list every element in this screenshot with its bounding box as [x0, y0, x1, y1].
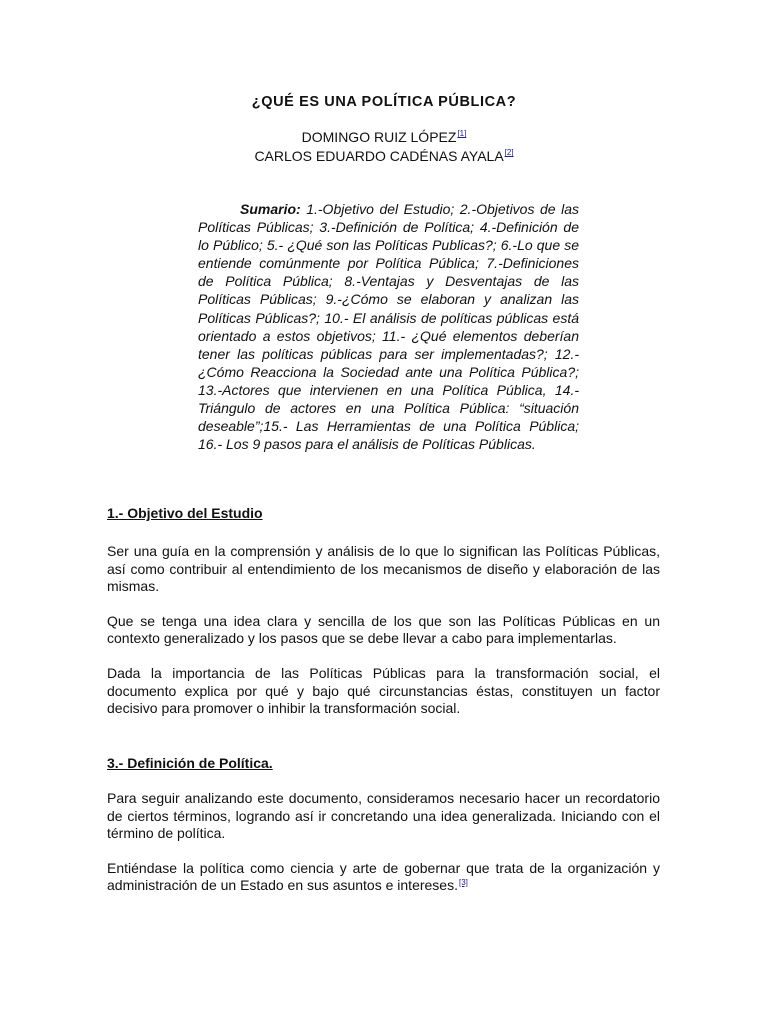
author-line	[0, 147, 768, 166]
paragraph: Que se tenga una idea clara y sencilla de los que son las Políticas Públicas en un contexto generalizado y los pasos que se debe llevar a cabo para implementarlas.	[107, 612, 660, 647]
author-line	[0, 128, 768, 147]
section-definicion-politica	[107, 754, 660, 895]
section-heading: 3.- Definición de Política.	[107, 755, 273, 771]
paragraph	[107, 860, 660, 895]
paragraph-text: Entiéndase la política como ciencia y arte de gobernar que trata de la organización y administración de un Estado en sus asuntos e intereses.	[107, 859, 660, 894]
section-objetivo	[107, 504, 660, 718]
summary-block	[198, 200, 579, 453]
document-title: ¿QUÉ ES UNA POLÍTICA PÚBLICA?	[251, 94, 517, 110]
footnote-link[interactable]: [2]	[504, 148, 514, 158]
summary-label: Sumario:	[240, 201, 301, 217]
paragraph: Dada la importancia de las Políticas Públicas para la transformación social, el documento explica por qué y bajo qué circunstancias éstas, constituyen un factor decisivo para promover o inhibir la transformación social.	[107, 664, 660, 717]
footnote-link[interactable]: [3]	[458, 877, 468, 887]
author-name: CARLOS EDUARDO CADÉNAS AYALA	[254, 148, 504, 164]
paragraph: Para seguir analizando este documento, consideramos necesario hacer un recordatorio de ciertos términos, logrando así ir concretando una idea generalizada. Iniciando con el término de política.	[107, 790, 660, 842]
paragraph: Ser una guía en la comprensión y análisis de lo que lo significan las Políticas Públicas, así como contribuir al entendimiento de los mecanismos de diseño y elaboración de las mismas.	[107, 543, 660, 595]
footnote-link[interactable]: [1]	[457, 129, 467, 139]
authors-block	[0, 128, 768, 166]
section-heading: 1.- Objetivo del Estudio	[107, 505, 263, 521]
summary-text: 1.-Objetivo del Estudio; 2.-Objetivos de las Políticas Públicas; 3.-Definición de Política; 4.-Definición de lo Público; 5.- ¿Qué son las Políticas Publicas?; 6.-Lo que se entiende comúnmente por Política Pública; 7.-Definiciones de Política Pública; 8.-Ventajas y Desventajas de las Políticas Públicas; 9.-¿Cómo se elaboran y analizan las Políticas Públicas?; 10.- El análisis de políticas públicas está orientado a estos objetivos; 11.- ¿Qué elementos deberían tener las políticas públicas para ser implementadas?; 12.- ¿Cómo Reacciona la Sociedad ante una Política Pública?; 13.-Actores que intervienen en una Política Pública, 14.-Triángulo de actores en una Política Pública: “situación deseable”;15.- Las Herramientas de una Política Pública; 16.- Los 9 pasos para el análisis de Políticas Públicas.	[198, 201, 579, 453]
author-name: DOMINGO RUIZ LÓPEZ	[301, 129, 457, 145]
